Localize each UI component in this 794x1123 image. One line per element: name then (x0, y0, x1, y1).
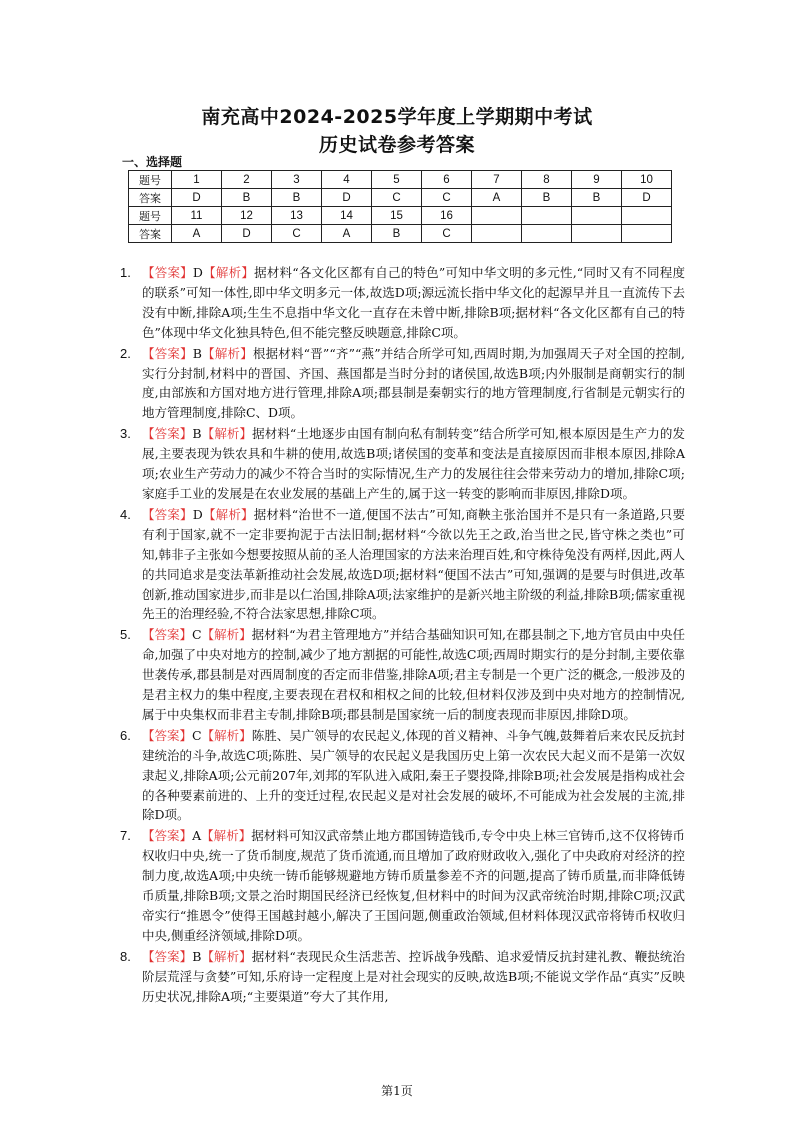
table-cell: 8 (522, 171, 572, 189)
answer-letter: B (192, 345, 202, 361)
table-cell: A (472, 189, 522, 207)
table-cell: 15 (372, 207, 422, 225)
table-cell: 6 (422, 171, 472, 189)
analysis-tag: 【解析】 (201, 627, 252, 643)
explanation-text: 据材料“土地逐步由国有制向私有制转变”结合所学可知,根本原因是生产力的发展,主要表现为铁农具和牛耕的使用,故选B项;诸侯国的变革和变法是直接原因而非根本原因,排除A项;农业生产劳动力的减少不符合当时的实际情况,生产力的发展往往会带来劳动力的增加,排除C项;家庭手工业的发展是在农业发展的基础上产生的,属于这一转变的影响而非原因,排除D项。 (142, 426, 685, 501)
table-cell: 16 (422, 207, 472, 225)
row-label: 题号 (129, 171, 172, 189)
table-cell (622, 207, 672, 225)
analysis-tag: 【解析】 (201, 345, 253, 361)
table-cell: 4 (322, 171, 372, 189)
question-number: 1. (120, 265, 131, 280)
answer-tag: 【答案】 (142, 345, 193, 361)
analysis-tag: 【解析】 (201, 727, 252, 743)
table-cell (622, 225, 672, 243)
question-number: 6. (120, 727, 131, 743)
question-number: 7. (120, 828, 131, 844)
answer-letter: C (192, 627, 202, 643)
table-cell: 13 (272, 207, 322, 225)
answer-tag: 【答案】 (142, 948, 193, 964)
answer-letter: C (192, 727, 202, 743)
table-cell: A (322, 225, 372, 243)
exam-subtitle: 历史试卷参考答案 (318, 134, 475, 156)
row-label: 答案 (129, 225, 172, 243)
table-cell: D (322, 189, 372, 207)
page-number: 第1页 (381, 1084, 413, 1098)
explanation-text: 根据材料“晋”“齐”“燕”并结合所学可知,西周时期,为加强周天子对全国的控制,实行分封制,材料中的晋国、齐国、燕国都是当时分封的诸侯国,故选B项;内外服制是商朝实行的制度,由部族和方国对地方进行管理,排除A项;郡县制是秦朝实行的地方管理制度,行省制是元朝实行的地方管理制度,排除C、D项。 (142, 345, 685, 421)
question-explanation (120, 344, 685, 424)
table-cell (522, 225, 572, 243)
table-cell: 3 (272, 171, 322, 189)
question-number: 5. (120, 627, 131, 643)
answer-letter: B (192, 948, 202, 964)
table-row (129, 171, 672, 189)
analysis-tag: 【解析】 (201, 828, 252, 844)
answer-key-table (128, 170, 672, 243)
question-explanation (120, 947, 685, 1007)
table-cell (572, 225, 622, 243)
explanation-text: 据材料可知汉武帝禁止地方郡国铸造钱币,专令中央上林三官铸币,这不仅将铸币权收归中央,统一了货币制度,规范了货币流通,而且增加了政府财政收入,强化了中央政府对经济的控制力度,故选A项;中央统一铸币能够规避地方铸币质量参差不齐的问题,提高了铸币质量,而非降低铸币质量,排除B项;文景之治时期国民经济已经恢复,但材料中的时间为汉武帝统治时期,排除C项;汉武帝实行“推恩令”使得王国越封越小,解决了王国问题,侧重政治领域,但材料体现汉武帝将铸币权收归中央,侧重经济领域,排除D项。 (142, 828, 685, 943)
table-cell: A (172, 225, 222, 243)
table-cell: 12 (222, 207, 272, 225)
answer-tag: 【答案】 (142, 828, 193, 844)
answer-letter: D (192, 265, 203, 280)
table-cell: 2 (222, 171, 272, 189)
analysis-tag: 【解析】 (201, 948, 252, 964)
explanation-text: 据材料“表现民众生活悲苦、控诉战争残酷、追求爱情反抗封建礼教、鞭挞统治阶层荒淫与贪婪”可知,乐府诗一定程度上是对社会现实的反映,故选B项;不能说文学作品“真实”反映历史状况,排除A项;“主要渠道”夸大了其作用, (142, 948, 685, 1004)
row-label: 题号 (129, 207, 172, 225)
table-cell: D (172, 189, 222, 207)
table-cell: D (622, 189, 672, 207)
table-cell (472, 207, 522, 225)
row-label: 答案 (129, 189, 172, 207)
answer-tag: 【答案】 (142, 727, 193, 743)
question-explanation (120, 826, 685, 945)
table-cell: 7 (472, 171, 522, 189)
section-heading-multiple-choice: 一、选择题 (122, 155, 183, 169)
table-cell: 11 (172, 207, 222, 225)
table-cell: C (372, 189, 422, 207)
table-cell: 1 (172, 171, 222, 189)
question-explanation (120, 726, 685, 826)
table-cell: D (222, 225, 272, 243)
answer-letter: B (192, 426, 202, 442)
explanation-text: 陈胜、吴广领导的农民起义,体现的首义精神、斗争气魄,鼓舞着后来农民反抗封建统治的斗争,故选C项;陈胜、吴广领导的农民起义是我国历史上第一次农民大起义而不是第一次奴隶起义,排除A项;公元前207年,刘邦的军队进入咸阳,秦王子婴投降,排除B项;社会发展是指构成社会的各种要素前进的、上升的变迁过程,农民起义是对社会发展的破坏,不可能成为社会发展的主流,排除D项。 (142, 727, 685, 823)
question-explanation (120, 263, 685, 343)
exam-title: 南充高中2024-2025学年度上学期期中考试 (201, 106, 593, 128)
table-cell (522, 207, 572, 225)
question-number: 8. (120, 948, 131, 964)
table-cell: C (422, 189, 472, 207)
answer-tag: 【答案】 (142, 627, 193, 643)
analysis-tag: 【解析】 (202, 506, 254, 522)
answer-tag: 【答案】 (142, 506, 193, 522)
answer-letter: A (192, 828, 202, 844)
analysis-tag: 【解析】 (202, 265, 255, 280)
question-explanation (120, 505, 685, 624)
table-cell: C (272, 225, 322, 243)
table-cell: 10 (622, 171, 672, 189)
table-cell: 14 (322, 207, 372, 225)
table-cell: B (522, 189, 572, 207)
table-cell: 9 (572, 171, 622, 189)
explanation-text: 据材料“治世不一道,便国不法古”可知,商鞅主张治国并不是只有一条道路,只要有利于国家,就不一定非要拘泥于古法旧制;据材料“今欲以先王之政,治当世之民,皆守株之类也”可知,韩非子主张如今想要按照从前的圣人治理国家的方法来治理百姓,和守株待兔没有两样,因此,两人的共同追求是变法革新推动社会发展,故选D项;据材料“便国不法古”可知,强调的是要与时俱进,改革创新,推动国家进步,而非是以仁治国,排除A项;法家维护的是新兴地主阶级的利益,排除B项;儒家重视先王的治理经验,不符合法家思想,排除C项。 (142, 506, 685, 622)
question-number: 2. (120, 345, 131, 361)
question-number: 4. (120, 506, 131, 522)
table-cell: C (422, 225, 472, 243)
table-cell (572, 207, 622, 225)
table-row (129, 225, 672, 243)
table-cell: B (222, 189, 272, 207)
table-cell: B (372, 225, 422, 243)
answer-tag: 【答案】 (142, 265, 193, 280)
table-cell: B (572, 189, 622, 207)
analysis-tag: 【解析】 (201, 426, 253, 442)
answer-tag: 【答案】 (142, 426, 193, 442)
answer-letter: D (192, 506, 203, 522)
table-cell: 5 (372, 171, 422, 189)
table-row (129, 189, 672, 207)
table-cell: B (272, 189, 322, 207)
explanation-text: 据材料“为君主管理地方”并结合基础知识可知,在郡县制之下,地方官员由中央任命,加强了中央对地方的控制,减少了地方割据的可能性,故选C项;西周时期实行的是分封制,主要依靠世袭传承,郡县制是对西周制度的否定而非借鉴,排除A项;君主专制是一个更广泛的概念,一般涉及的是君主权力的集中程度,主要表现在君权和相权之间的比较,但材料仅涉及到中央对地方的控制情况,属于中央集权而非君主专制,排除B项;郡县制是国家统一后的制度表现而非原因,排除D项。 (142, 627, 685, 722)
table-cell (472, 225, 522, 243)
explanation-text: 据材料“各文化区都有自己的特色”可知中华文明的多元性,“同时又有不同程度的联系”可知一体性,即中华文明多元一体,故选D项;源远流长指中华文化的起源早并且一直流传下去没有中断,排除A项;生生不息指中华文化一直存在未曾中断,排除B项;据材料“各文化区都有自己的特色”体现中华文化独具特色,但不能完整反映题意,排除C项。 (142, 265, 685, 340)
table-row (129, 207, 672, 225)
question-explanation (120, 625, 685, 725)
question-number: 3. (120, 426, 131, 442)
question-explanation (120, 424, 685, 504)
explanation-list (120, 263, 685, 1008)
